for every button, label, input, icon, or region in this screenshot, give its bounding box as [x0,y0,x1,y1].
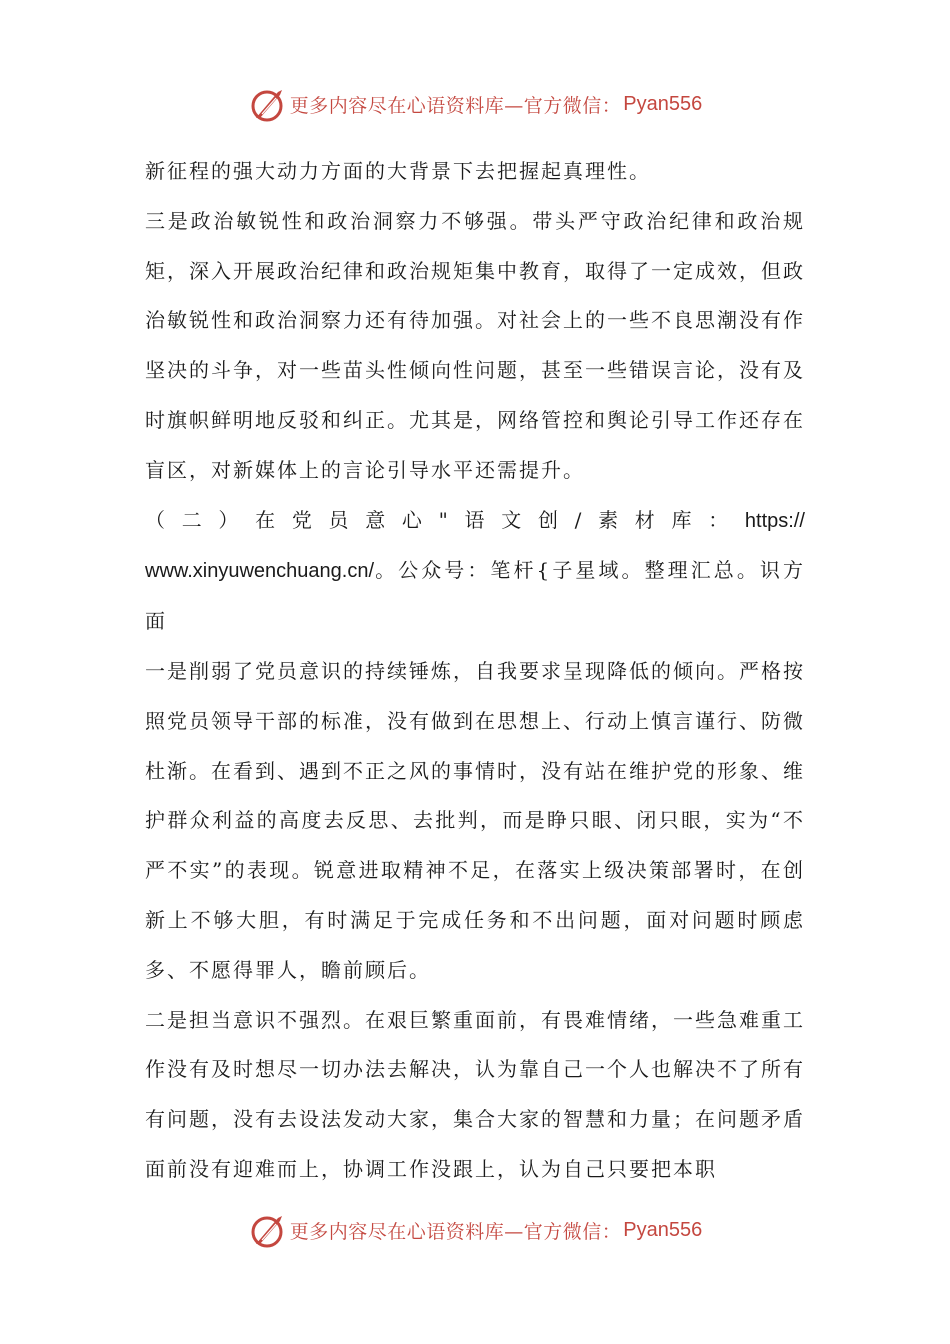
heading-char: 库 [671,507,692,532]
heading-char: 素 [598,507,619,532]
footer-banner [0,1208,950,1252]
paragraph-4: 二是担当意识不强烈。在艰巨繁重面前，有畏难情绪，一些急难重工作没有及时想尽一切办法去解决，认为靠自己一个人也解决不了所有有问题，没有去设法发动大家，集合大家的智慧和力量；在问题矛盾面前没有迎难而上，协调工作没跟上，认为自己只要把本职 [145,1007,805,1181]
paragraph-1: 新征程的强大动力方面的大背景下去把握起真理性。 [145,159,651,183]
heading-char: 心 [401,507,422,532]
heading-char: " [438,507,448,532]
paragraph-2: 三是政治敏锐性和政治洞察力不够强。带头严守政治纪律和政治规矩，深入开展政治纪律和政治规矩集中教育，取得了一定成效，但政治敏锐性和政治洞察力还有待加强。对社会上的一些不良思潮没有作坚决的斗争，对一些苗头性倾向性问题，甚至一些错误言论，没有及时旗帜鲜明地反驳和纠正。尤其是，网络管控和舆论引导工作还存在盲区，对新媒体上的言论引导水平还需提升。 [145,208,805,482]
heading-char: 员 [328,507,349,532]
quill-logo-icon [248,1210,288,1250]
heading-char: （ [145,507,165,532]
heading-char: 在 [255,507,276,532]
banner-wechat-id: Pyan556 [623,1218,703,1241]
heading-url-part: https:// [744,509,805,532]
heading-char: 二 [181,507,202,532]
quill-logo-icon [248,84,288,124]
heading-char: 文 [501,507,522,532]
banner-wechat-id: Pyan556 [623,92,703,115]
heading-char: ） [218,507,239,532]
heading-char: 党 [291,507,312,532]
heading-char: 意 [365,507,386,532]
paragraph-3: 一是削弱了党员意识的持续锤炼，自我要求呈现降低的倾向。严格按照党员领导干部的标准，没有做到在思想上、行动上慎言谨行、防微杜渐。在看到、遇到不正之风的事情时，没有站在维护党的形象、维护群众利益的高度去反思、去批判，而是睁只眼、闭只眼，实为“不严不实”的表现。锐意进取精神不足，在落实上级决策部署时，在创新上不够大胆，有时满足于完成任务和不出问题，面对问题时顾虑多、不愿得罪人，瞻前顾后。 [145,658,805,982]
banner-text: 更多内容尽在心语资料库—官方微信： [289,94,622,117]
section-heading-line [145,496,805,547]
document-body [145,147,805,1195]
header-banner [0,82,950,126]
heading-char: / [574,507,582,532]
heading-char: 创 [537,507,558,532]
heading-rest: 。公众号：笔杆{子星域。整理汇总。识方面 [145,558,805,634]
heading-char: ： [708,507,729,532]
heading-char: 材 [634,507,655,532]
section-heading-continued [145,546,805,647]
heading-char: 语 [464,507,485,532]
banner-text: 更多内容尽在心语资料库—官方微信： [289,1220,622,1243]
heading-url: www.xinyuwenchuang.cn/ [145,560,375,583]
